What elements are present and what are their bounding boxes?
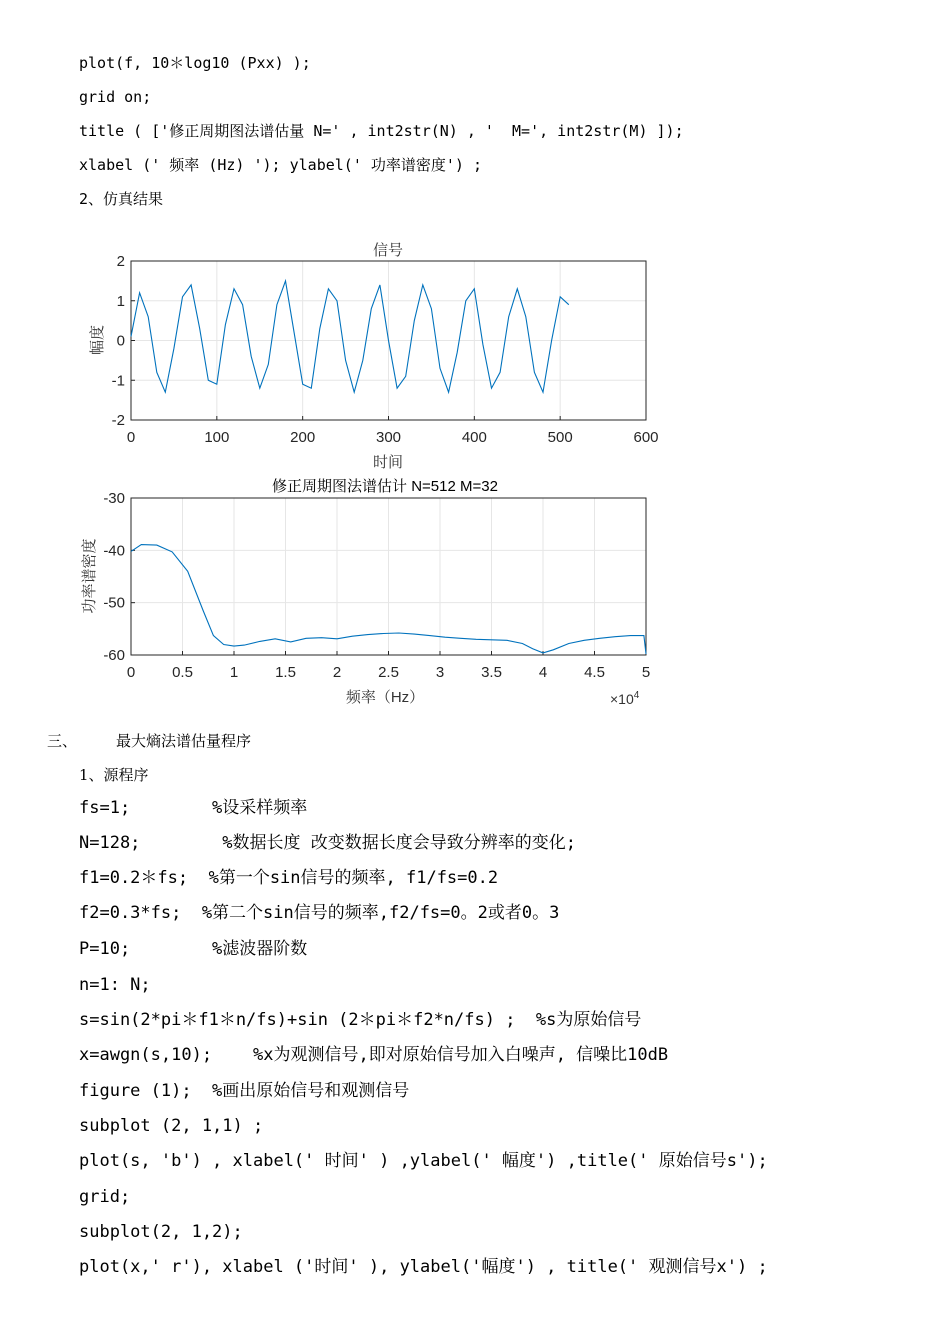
code-line: fs=1; %设采样频率 bbox=[79, 798, 308, 818]
x-tick-label: 4.5 bbox=[584, 664, 605, 681]
x-tick-label: 3.5 bbox=[481, 664, 502, 681]
x-tick-label: 0 bbox=[126, 429, 136, 446]
x-tick-label: 200 bbox=[290, 429, 316, 446]
figure2-yticks bbox=[103, 490, 135, 664]
figure2-exponent: $\times 10^4$ bbox=[610, 690, 640, 707]
x-tick-label: 400 bbox=[461, 429, 487, 446]
code-line: f1=0.2＊fs; %第一个sin信号的频率, f1/fs=0.2 bbox=[79, 868, 499, 888]
x-tick-label: 3 bbox=[435, 664, 445, 681]
code-line: x=awgn(s,10); %x为观测信号,即对原始信号加入白噪声, 信噪比10dB bbox=[79, 1045, 669, 1065]
y-tick-label: -40 bbox=[103, 542, 125, 560]
code-line: plot(s, 'b') , xlabel(' 时间' ) ,ylabel(' 幅度') ,title(' 原始信号s'); bbox=[79, 1151, 768, 1171]
figure2-xlabel: 频率（Hz） bbox=[345, 689, 425, 706]
code-line: s=sin(2*pi＊f1＊n/fs)+sin (2＊pi＊f2*n/fs) ; %s为原始信号 bbox=[79, 1010, 642, 1030]
y-tick-label: -1 bbox=[111, 372, 125, 390]
figure1-title: 信号 bbox=[372, 242, 404, 259]
figure1-ylabel: 幅度 bbox=[89, 324, 106, 356]
section-subheading: 2、仿真结果 bbox=[79, 190, 164, 208]
section-heading: 最大熵法谱估量程序 bbox=[116, 732, 252, 750]
psd-figure bbox=[70, 472, 690, 712]
code-line: subplot(2, 1,2); bbox=[79, 1222, 243, 1242]
figure2-grid bbox=[131, 498, 646, 655]
section-number: 三、 bbox=[47, 732, 78, 750]
x-tick-label: 300 bbox=[375, 429, 402, 446]
y-tick-label: 2 bbox=[116, 253, 125, 270]
x-tick-label: 2 bbox=[332, 664, 342, 681]
x-tick-label: 600 bbox=[633, 429, 659, 446]
y-tick-label: -30 bbox=[103, 490, 125, 507]
x-tick-label: 5 bbox=[641, 664, 651, 681]
code-line: xlabel (' 频率 (Hz) '); ylabel(' 功率谱密度') ; bbox=[79, 156, 483, 174]
x-tick-label: 0 bbox=[126, 664, 136, 681]
code-line: subplot (2, 1,1) ; bbox=[79, 1116, 264, 1136]
figure1-xlabel: 时间 bbox=[372, 454, 404, 471]
y-tick-label: 1 bbox=[116, 292, 125, 310]
y-tick-label: -50 bbox=[103, 594, 125, 612]
y-tick-label: 0 bbox=[116, 332, 125, 350]
code-line: f2=0.3*fs; %第二个sin信号的频率,f2/fs=0。2或者0。3 bbox=[79, 903, 560, 923]
code-line: figure (1); %画出原始信号和观测信号 bbox=[79, 1081, 410, 1101]
code-line: plot(x,' r'), xlabel ('时间' ), ylabel('幅度') , title(' 观测信号x') ; bbox=[79, 1257, 768, 1277]
signal-line bbox=[131, 281, 569, 392]
figure2-ylabel: 功率谱密度 bbox=[81, 538, 98, 614]
code-line: plot(f, 10＊log10 (Pxx) ); bbox=[79, 54, 311, 72]
figure2-title: 修正周期图法谱估计 N=512 M=32 bbox=[272, 478, 498, 495]
section-subheading: 1、源程序 bbox=[79, 766, 149, 784]
code-line: P=10; %滤波器阶数 bbox=[79, 939, 308, 959]
signal-figure bbox=[70, 232, 690, 482]
x-tick-label: 2.5 bbox=[378, 664, 399, 681]
x-tick-label: 1 bbox=[229, 664, 239, 681]
code-line: grid; bbox=[79, 1187, 131, 1207]
x-tick-label: 0.5 bbox=[172, 664, 193, 681]
y-tick-label: -2 bbox=[111, 412, 125, 429]
x-tick-label: 1.5 bbox=[275, 664, 296, 681]
code-line: title ( ['修正周期图法谱估量 N=' , int2str(N) , ' M=', int2str(M) ]); bbox=[79, 122, 684, 140]
y-tick-label: -60 bbox=[103, 647, 125, 664]
x-tick-label: 4 bbox=[538, 664, 548, 681]
x-tick-label: 500 bbox=[547, 429, 573, 446]
code-line: grid on; bbox=[79, 88, 152, 106]
x-tick-label: 100 bbox=[204, 429, 230, 446]
code-line: N=128; %数据长度 改变数据长度会导致分辨率的变化; bbox=[79, 833, 576, 853]
code-line: n=1: N; bbox=[79, 975, 151, 995]
